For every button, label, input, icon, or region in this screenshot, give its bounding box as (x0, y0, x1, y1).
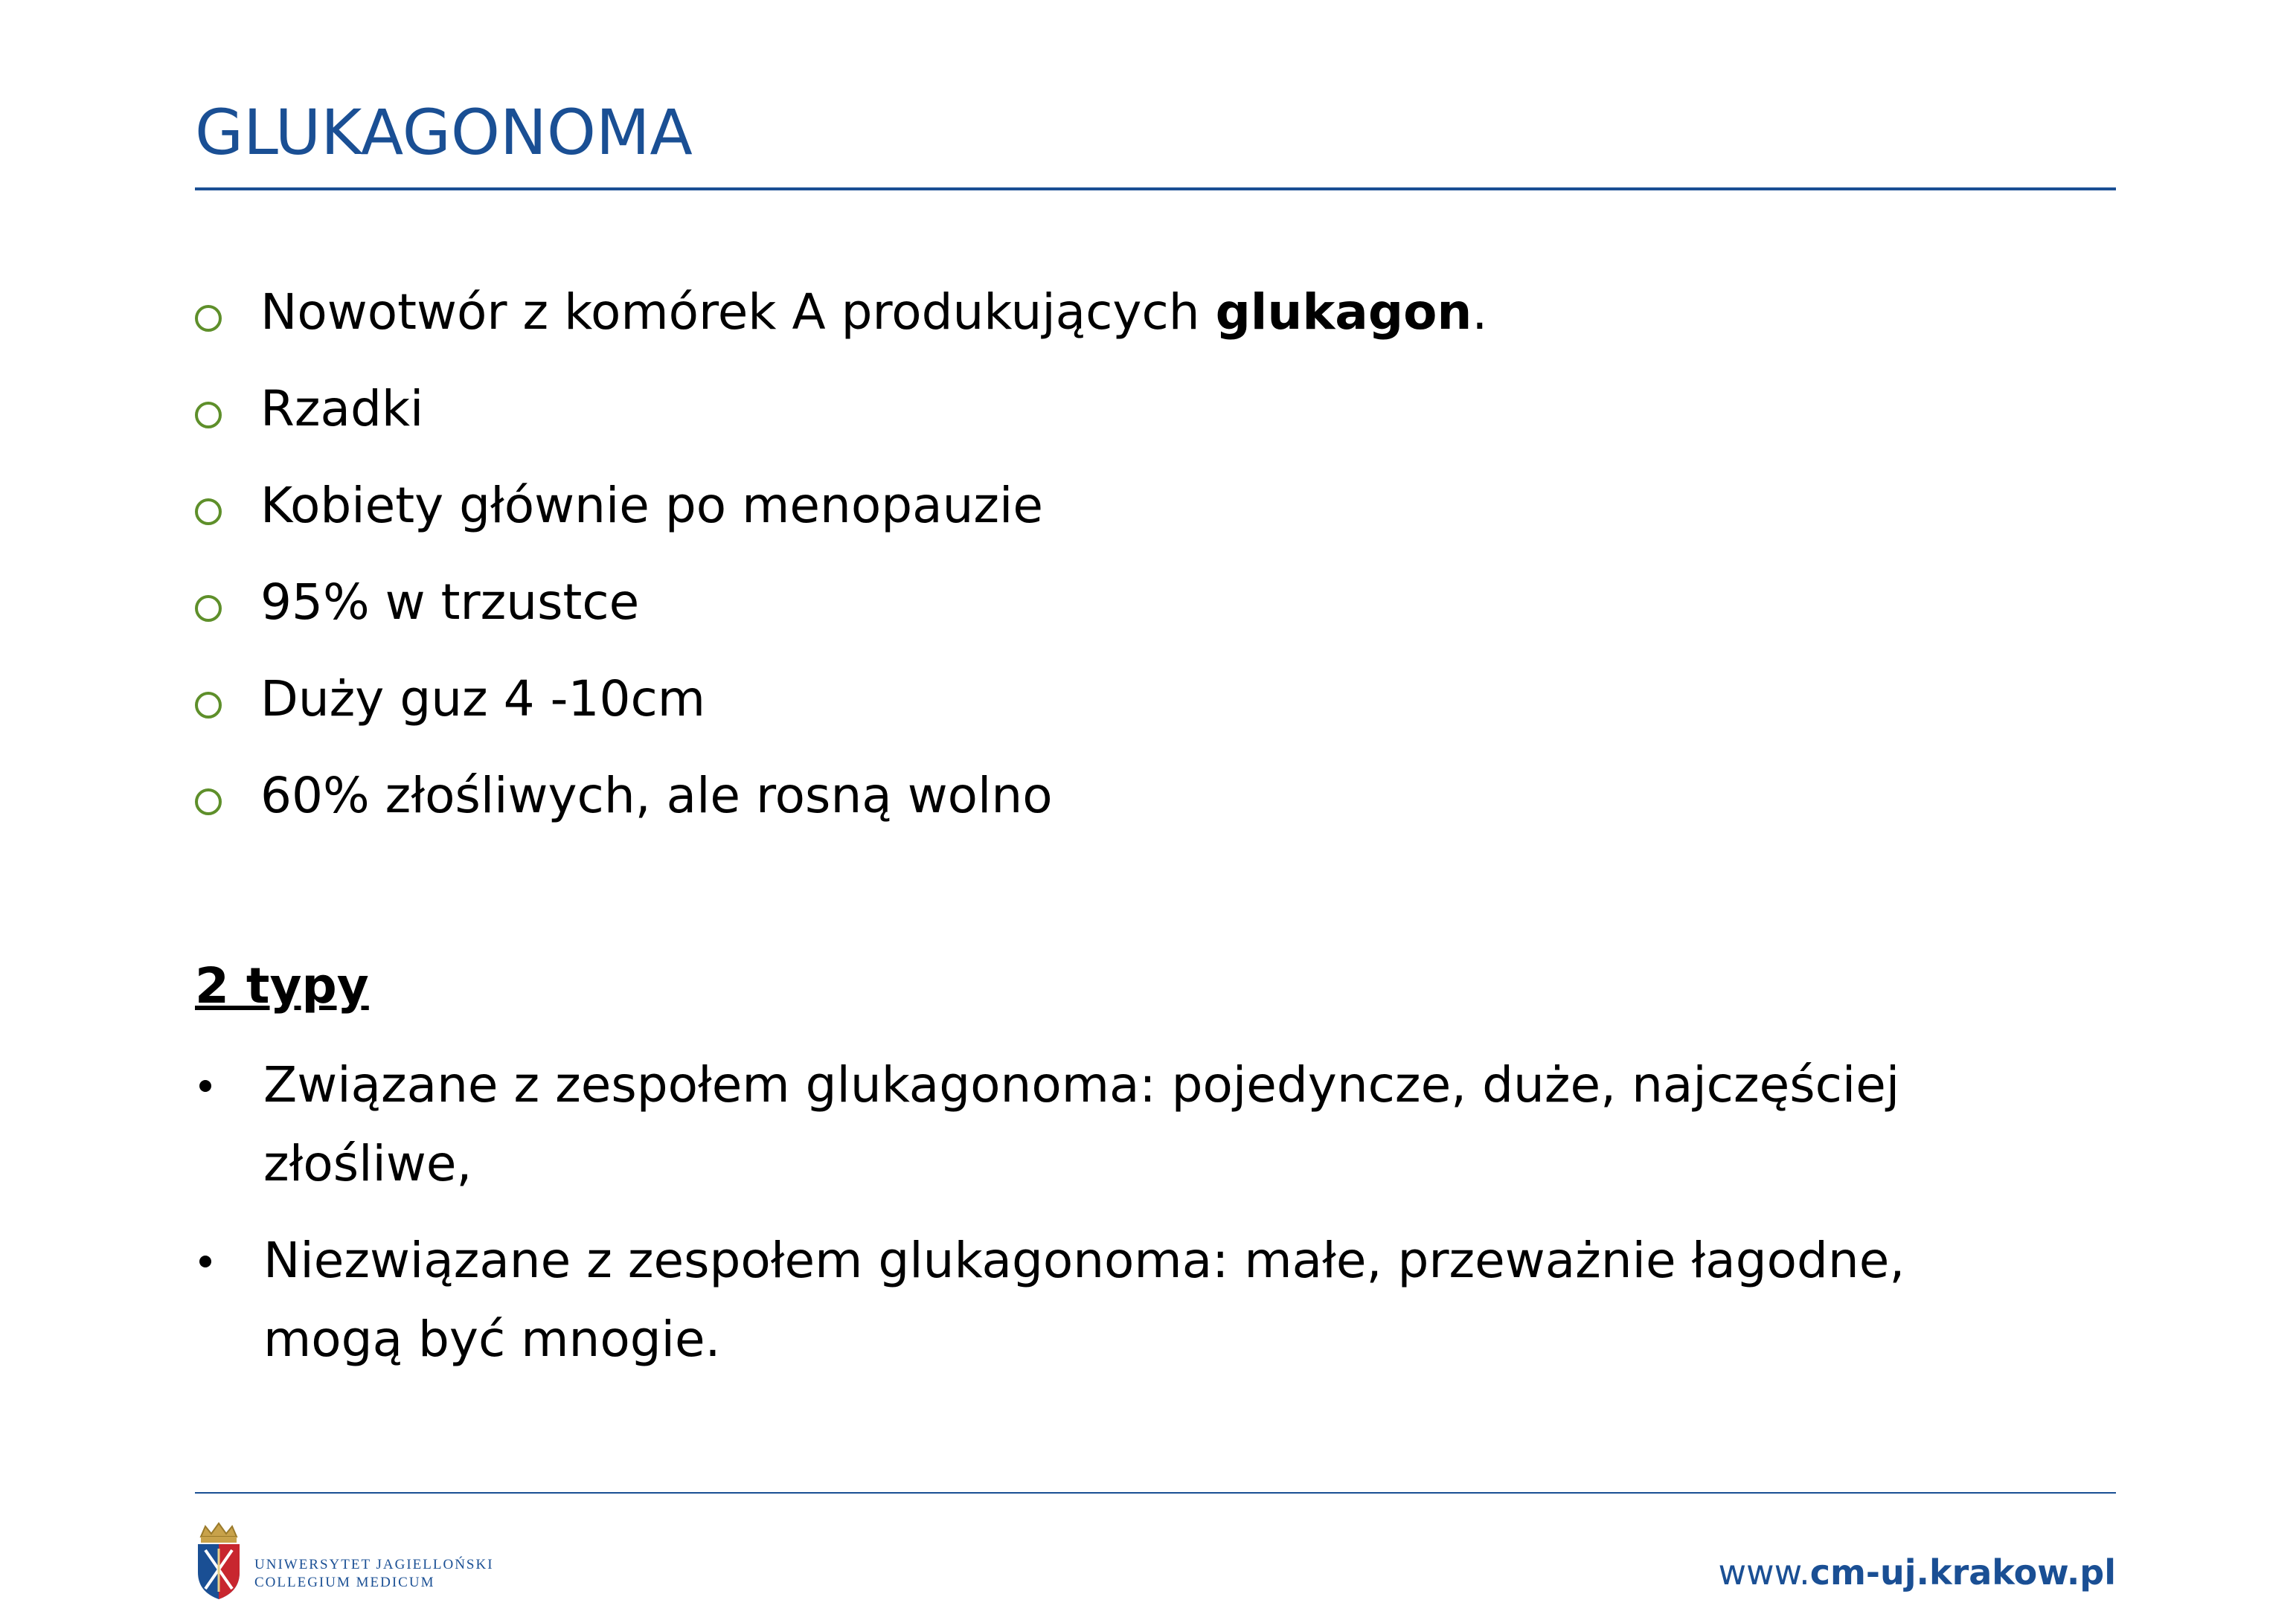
title-divider (195, 187, 2116, 190)
types-list (195, 1046, 2019, 1397)
circle-bullet-icon (195, 692, 222, 719)
bold-term: glukagon (1215, 283, 1472, 341)
bullet-text: Duży guz 4 -10cm (260, 670, 706, 727)
type-text: Związane z zespołem glukagonoma: pojedyncze, duże, najczęściej złośliwe, (263, 1056, 1900, 1192)
circle-bullet-icon (195, 402, 222, 428)
circle-bullet-icon (195, 498, 222, 525)
university-logo (195, 1520, 507, 1602)
circle-bullet-icon (195, 595, 222, 622)
bullet-text: 95% w trzustce (260, 573, 640, 631)
logo-text: UNIWERSYTET JAGIELLOŃSKI COLLEGIUM MEDICUM (254, 1557, 494, 1590)
footer-divider (195, 1492, 2116, 1494)
bullet-text: 60% złośliwych, ale rosną wolno (260, 767, 1053, 824)
list-item (195, 1046, 2019, 1203)
dot-bullet-icon (199, 1256, 211, 1267)
slide-title: GLUKAGONOMA (195, 96, 693, 169)
dot-bullet-icon (199, 1080, 211, 1092)
bullet-text: Kobiety głównie po menopauzie (260, 477, 1044, 534)
university-crest-icon (195, 1520, 243, 1602)
list-item (195, 1221, 2019, 1379)
bullet-text: Nowotwór z komórek A produkujących glukagon. (260, 283, 1488, 341)
type-text: Niezwiązane z zespołem glukagonoma: małe, przeważnie łagodne, mogą być mnogie. (263, 1232, 1905, 1368)
circle-bullet-icon (195, 305, 222, 332)
subheading: 2 typy (195, 957, 369, 1015)
bullet-text: Rzadki (260, 380, 424, 437)
circle-bullet-icon (195, 788, 222, 815)
website-link[interactable]: www.cm-uj.krakow.pl (1718, 1552, 2116, 1593)
